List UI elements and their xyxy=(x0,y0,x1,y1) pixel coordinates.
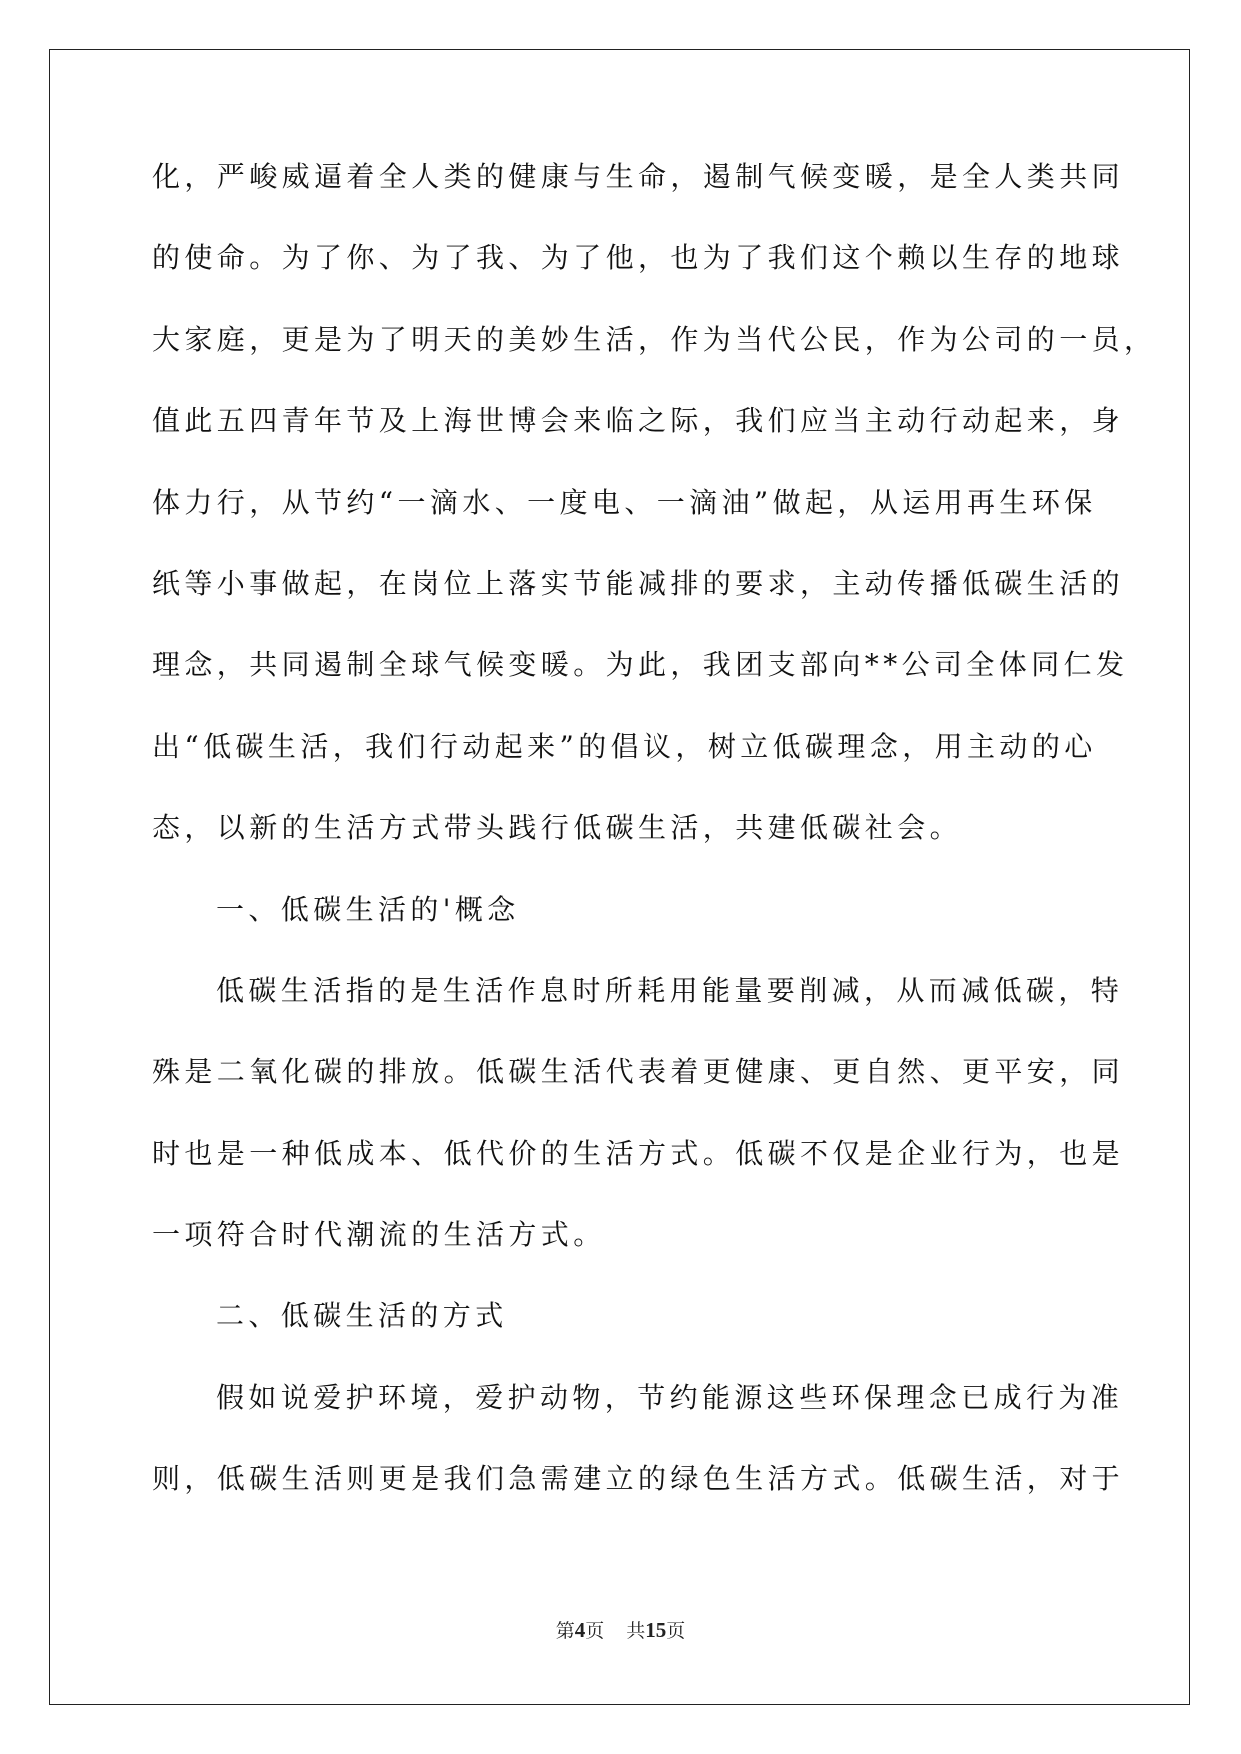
text-line: 时也是一种低成本、低代价的生活方式。低碳不仅是企业行为，也是 xyxy=(152,1136,1125,1170)
text-line: 的使命。为了你、为了我、为了他，也为了我们这个赖以生存的地球 xyxy=(152,241,1125,275)
text-line: 态，以新的生活方式带头践行低碳生活，共建低碳社会。 xyxy=(152,811,963,845)
footer-page-number: 4 xyxy=(574,1618,586,1642)
text-line: 低碳生活指的是生活作息时所耗用能量要削减，从而减低碳，特 xyxy=(216,973,1124,1007)
footer-total-pages: 15 xyxy=(645,1618,667,1642)
text-line: 二、低碳生活的方式 xyxy=(216,1299,508,1333)
text-line: 假如说爱护环境，爱护动物，节约能源这些环保理念已成行为准 xyxy=(216,1380,1124,1414)
text-line: 出“低碳生活，我们行动起来”的倡议，树立低碳理念，用主动的心 xyxy=(152,729,1097,763)
text-line: 理念，共同遏制全球气候变暖。为此，我团支部向**公司全体同仁发 xyxy=(152,648,1129,682)
text-line: 大家庭，更是为了明天的美妙生活，作为当代公民，作为公司的一员， xyxy=(152,322,1157,356)
footer-page-suffix: 页 xyxy=(585,1620,605,1642)
text-line: 则，低碳生活则更是我们急需建立的绿色生活方式。低碳生活，对于 xyxy=(152,1462,1125,1496)
text-line: 殊是二氧化碳的排放。低碳生活代表着更健康、更自然、更平安，同 xyxy=(152,1055,1125,1089)
text-line: 化，严峻威逼着全人类的健康与生命，遏制气候变暖，是全人类共同 xyxy=(152,160,1125,193)
text-line: 一项符合时代潮流的生活方式。 xyxy=(152,1218,606,1252)
text-line: 一、低碳生活的'概念 xyxy=(216,892,520,926)
page-footer xyxy=(0,1618,1241,1643)
footer-total-prefix: 共 xyxy=(626,1620,646,1642)
text-line: 纸等小事做起，在岗位上落实节能减排的要求，主动传播低碳生活的 xyxy=(152,566,1125,600)
text-line: 值此五四青年节及上海世博会来临之际，我们应当主动行动起来，身 xyxy=(152,404,1125,438)
text-line: 体力行，从节约“一滴水、一度电、一滴油”做起，从运用再生环保 xyxy=(152,485,1097,519)
footer-total-suffix: 页 xyxy=(666,1620,686,1642)
document-body xyxy=(152,160,1157,1547)
footer-page-prefix: 第 xyxy=(555,1620,575,1642)
